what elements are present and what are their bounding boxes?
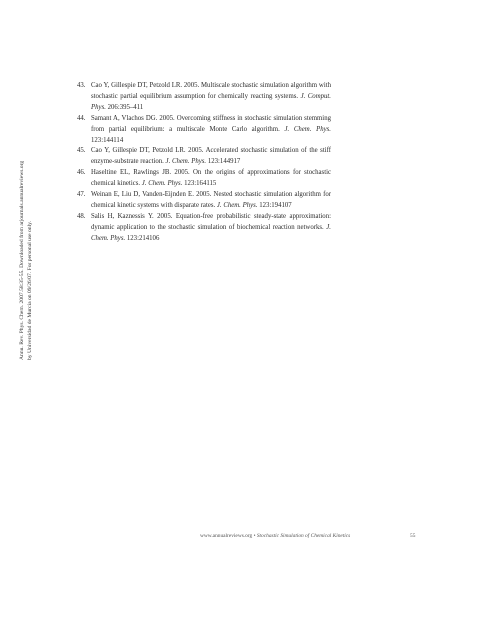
reference-item <box>77 168 331 190</box>
page-footer <box>200 533 416 539</box>
reference-volume-pages: 123:144917 <box>206 158 241 166</box>
download-notice-line: Annu. Rev. Phys. Chem. 2007.58:35-55. Downloaded from arjournals.annualreviews.org <box>19 160 25 360</box>
reference-text: Haseltine EL, Rawlings JB. 2005. On the origins of approximations for stochastic chemical kinetics. <box>91 169 331 188</box>
reference-journal: J. Comput. Phys. <box>91 92 332 111</box>
reference-item <box>77 212 331 245</box>
reference-volume-pages: 123:144114 <box>91 136 124 144</box>
reference-text: Cao Y, Gillespie DT, Petzold LR. 2005. Multiscale stochastic simulation algorithm with stochastic partial equilibrium assumption for chemically reacting systems. <box>91 82 331 100</box>
reference-volume-pages: 206:395–411 <box>105 103 144 111</box>
download-notice <box>18 160 50 360</box>
reference-item <box>77 114 331 147</box>
reference-text: Cao Y, Gillespie DT, Petzold LR. 2005. Accelerated stochastic simulation of the stiff enzyme-substrate reaction. <box>91 147 331 166</box>
download-notice-text <box>18 160 34 360</box>
download-notice-line: by Universidad de Murcia on 09/26/07. For personal use only. <box>27 221 33 360</box>
page-number: 55 <box>410 533 416 539</box>
reference-journal: J. Chem. Phys. <box>165 158 207 166</box>
reference-volume-pages: 123:194107 <box>257 201 292 209</box>
footer-url: www.annualreviews.org <box>200 533 253 539</box>
reference-item <box>77 190 331 212</box>
reference-journal: J. Chem. Phys. <box>284 125 331 133</box>
reference-list <box>77 81 331 245</box>
reference-text: Salis H, Kaznessis Y. 2005. Equation-free probabilistic steady-state approximation: dynamic application to the stochastic simulation of biochemical reaction networks. <box>91 212 331 231</box>
reference-number: 45. <box>77 147 86 155</box>
reference-volume-pages: 123:164115 <box>182 180 217 188</box>
reference-item <box>77 81 331 114</box>
reference-number: 47. <box>77 191 86 199</box>
reference-number: 46. <box>77 169 86 177</box>
reference-journal: J. Chem. Phys. <box>141 180 183 188</box>
footer-separator: • <box>252 533 257 539</box>
reference-journal: J. Chem. Phys. <box>91 223 331 242</box>
reference-volume-pages: 123:214106 <box>125 234 160 242</box>
reference-number: 43. <box>77 82 86 89</box>
reference-journal: J. Chem. Phys. <box>216 201 258 209</box>
reference-number: 44. <box>77 114 86 122</box>
reference-item <box>77 146 331 168</box>
reference-text: Samant A, Vlachos DG. 2005. Overcoming stiffness in stochastic simulation stemming from partial equilibrium: a multiscale Monte Carlo algorithm. <box>91 114 331 133</box>
reference-number: 48. <box>77 212 86 220</box>
reference-text: Weinan E, Liu D, Vanden-Eijnden E. 2005. Nested stochastic simulation algorithm for chemical kinetic systems with disparate rates. <box>91 191 331 209</box>
footer-article-title: Stochastic Simulation of Chemical Kinetics <box>256 533 351 539</box>
